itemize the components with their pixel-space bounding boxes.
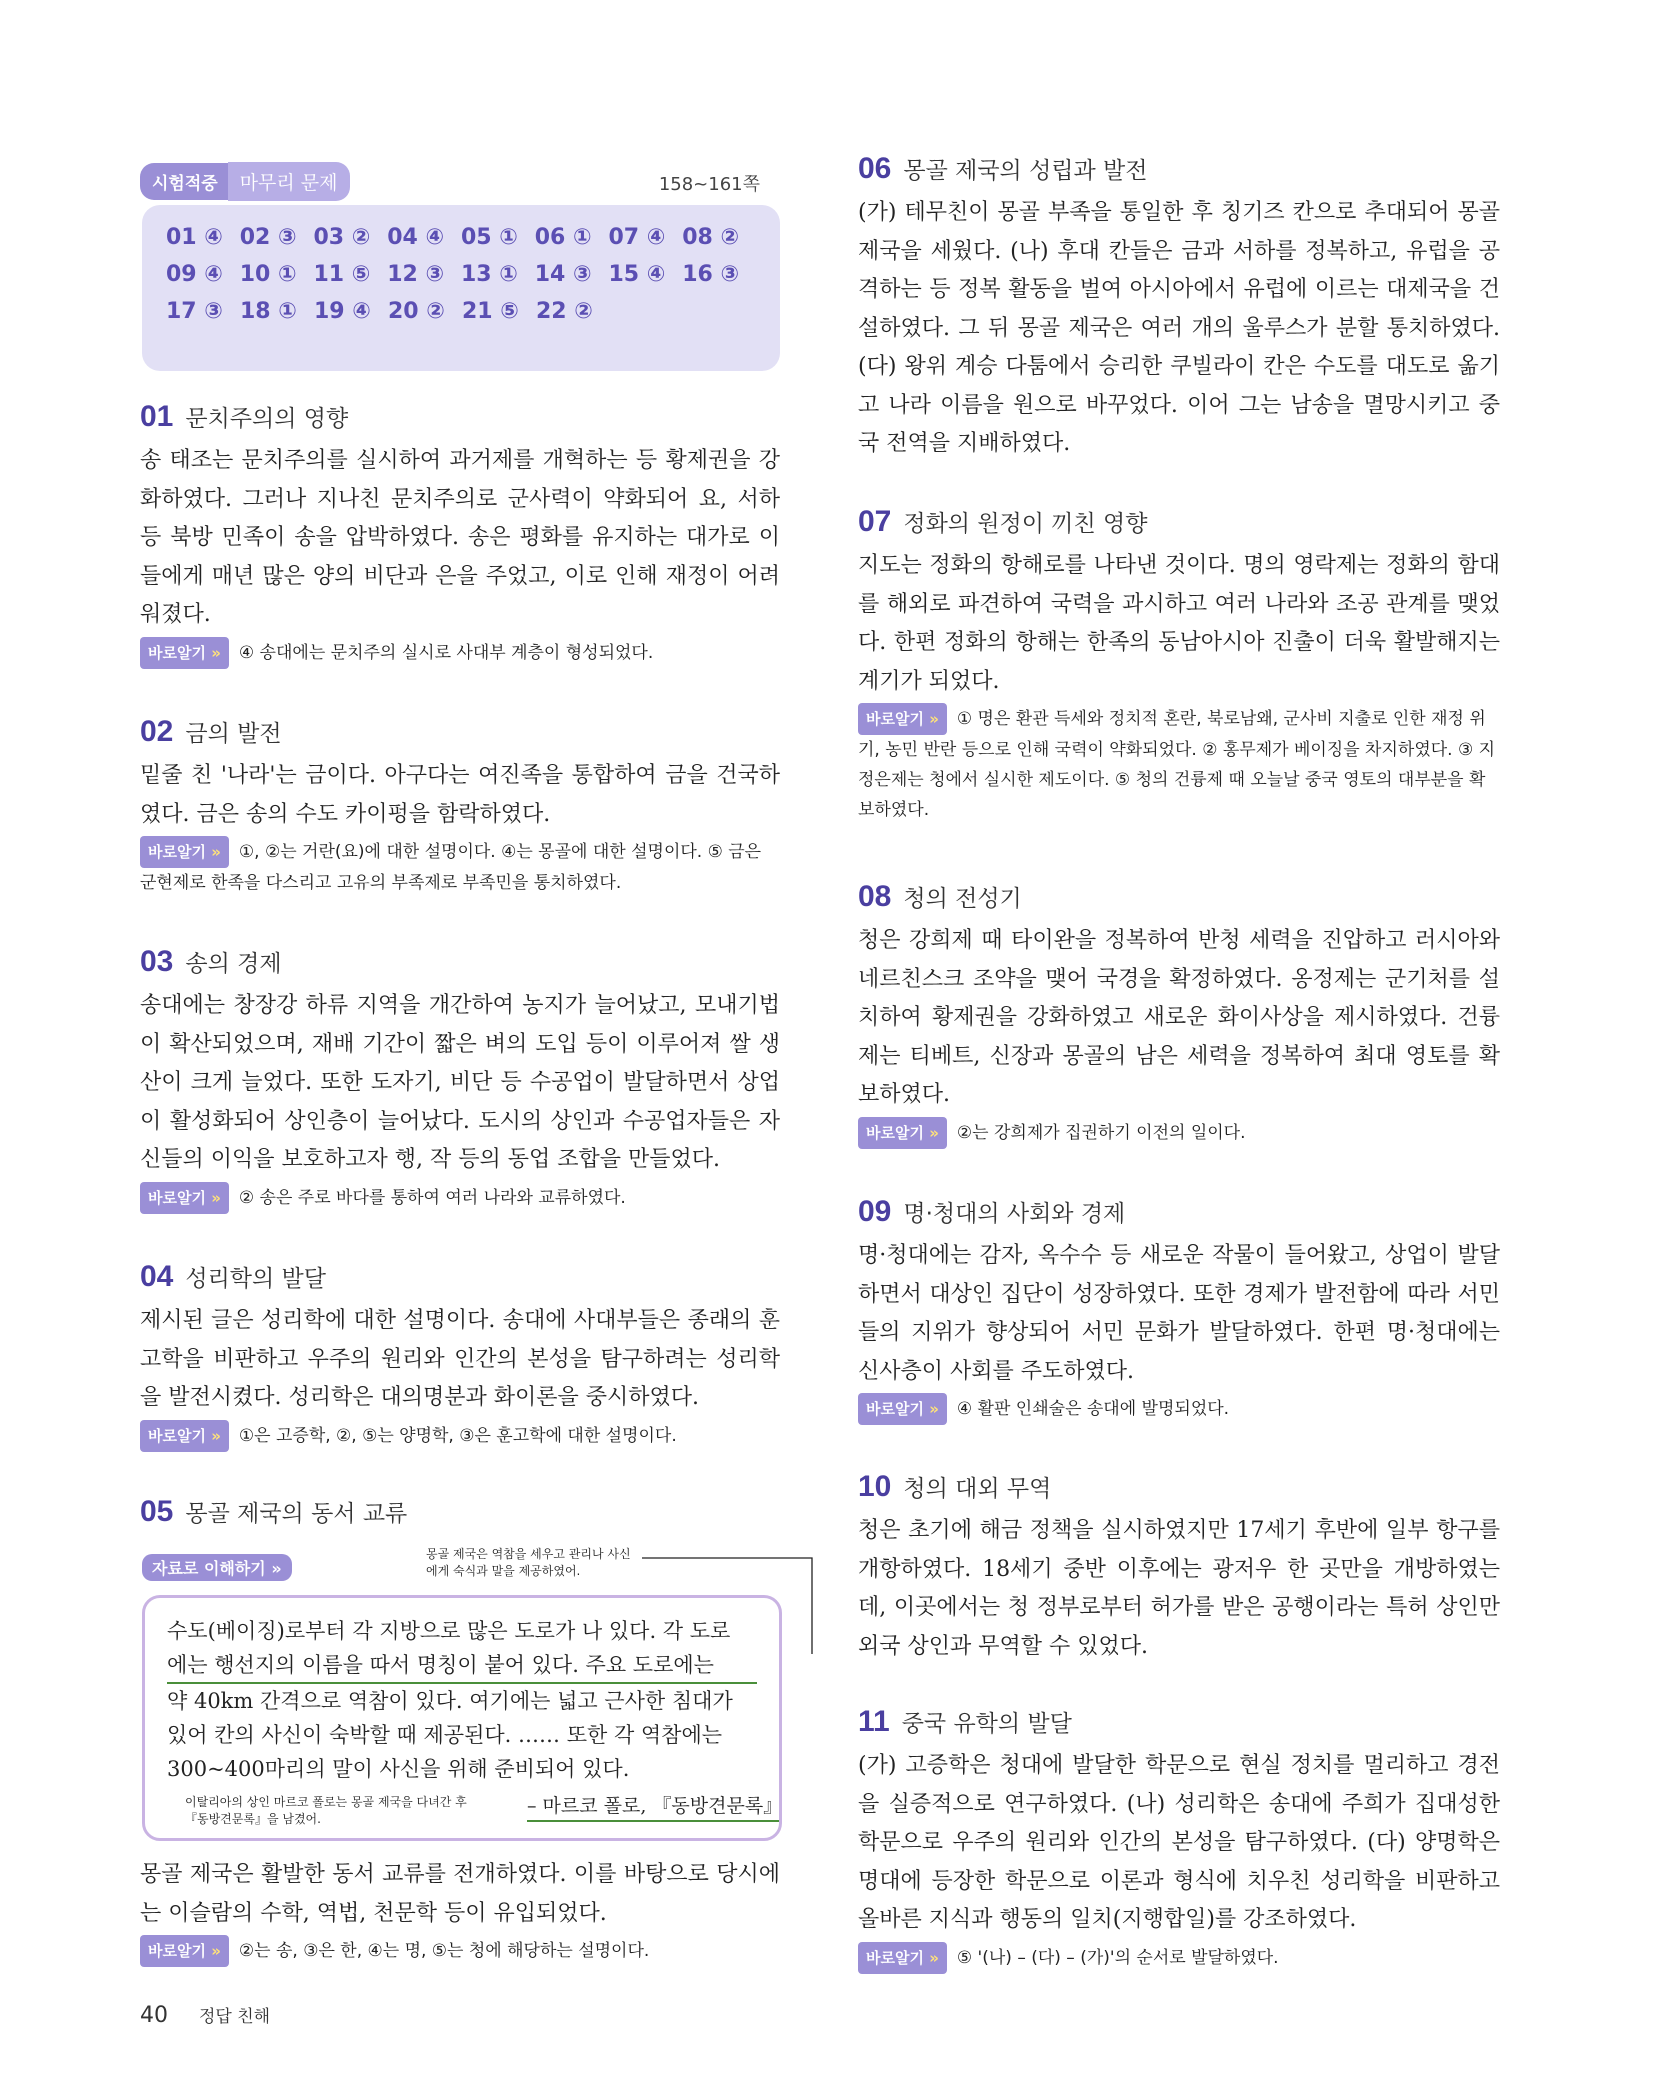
- section-number: 06: [858, 152, 892, 185]
- section-title: 송의 경제: [185, 951, 282, 977]
- section-11: [858, 1705, 1500, 1974]
- note-text: ④ 활판 인쇄술은 송대에 발명되었다.: [956, 1399, 1230, 1419]
- correction-note: [140, 637, 780, 669]
- note-tag: 바로알기 »: [140, 1420, 229, 1452]
- section-body: 청은 초기에 해금 정책을 실시하였지만 17세기 후반에 일부 항구를 개항하였다. 18세기 중반 이후에는 광저우 한 곳만을 개방하였는데, 이곳에서는 청 정부로부터 허가를 받은 공행이라는 특허 상인만 외국 상인과 무역할 수 있었다.: [858, 1518, 1500, 1659]
- section-heading: [858, 1195, 1500, 1229]
- correction-note: [858, 703, 1500, 825]
- section-title: 명·청대의 사회와 경제: [903, 1201, 1126, 1227]
- answer-row: [166, 299, 756, 324]
- section-number: 07: [858, 505, 892, 538]
- note-text: ④ 송대에는 문치주의 실시로 사대부 계층이 형성되었다.: [238, 642, 654, 663]
- source-tag-wrap: [142, 1554, 292, 1581]
- section-heading: [140, 715, 780, 749]
- note-text: ①은 고증학, ②, ⑤는 양명학, ③은 훈고학에 대한 설명이다.: [238, 1425, 677, 1446]
- answer-item: 18 ①: [240, 299, 297, 324]
- section-08: [858, 880, 1500, 1149]
- answer-item: 15 ④: [608, 262, 666, 287]
- section-02: [140, 715, 780, 898]
- answer-item: 01 ④: [166, 225, 223, 250]
- page-range: 158~161쪽: [658, 174, 760, 195]
- note-text: ② 송은 주로 바다를 통하여 여러 나라와 교류하였다.: [238, 1187, 626, 1208]
- answer-item: 02 ③: [239, 225, 297, 250]
- section-10: [858, 1470, 1500, 1666]
- section-title: 청의 대외 무역: [903, 1476, 1052, 1502]
- answer-item: 13 ①: [461, 262, 518, 287]
- answer-item: 06 ①: [534, 225, 592, 250]
- section-number: 03: [140, 945, 174, 978]
- annotation-top: 몽골 제국은 역참을 세우고 관리나 사신에게 숙식과 말을 제공하였어.: [426, 1547, 631, 1578]
- section-heading: [140, 1495, 780, 1529]
- source-line: 있어 칸의 사신이 숙박할 때 제공된다. …… 또한 각 역참에는: [167, 1723, 723, 1747]
- section-heading: [140, 1260, 780, 1294]
- page-footer: [140, 2002, 270, 2028]
- answer-row: [166, 262, 756, 287]
- section-title: 성리학의 발달: [185, 1266, 326, 1292]
- section-heading: [858, 1705, 1500, 1739]
- source-line: 에는 행선지의 이름을 따서 명칭이 붙어 있다. 주요 도로에는: [167, 1648, 757, 1684]
- section-number: 01: [140, 400, 174, 433]
- source-line: 300~400마리의 말이 사신을 위해 준비되어 있다.: [167, 1757, 630, 1781]
- answer-item: 04 ④: [387, 225, 445, 250]
- answer-item: 07 ④: [608, 225, 666, 250]
- correction-note: [140, 1935, 780, 1967]
- note-text: ⑤ '(나) – (다) – (가)'의 순서로 발달하였다.: [956, 1947, 1279, 1968]
- section-05-body: [140, 1856, 780, 1967]
- section-title: 문치주의의 영향: [185, 406, 349, 432]
- answer-item: 09 ④: [166, 262, 223, 287]
- section-number: 10: [858, 1470, 892, 1503]
- section-title: 몽골 제국의 성립과 발전: [903, 158, 1148, 184]
- section-title: 정화의 원정이 끼친 영향: [903, 511, 1148, 537]
- note-tag: 바로알기 »: [140, 637, 229, 669]
- answer-item: 22 ②: [536, 299, 593, 324]
- page-number: 40: [140, 2003, 168, 2028]
- answer-item: 05 ①: [461, 225, 518, 250]
- correction-note: [140, 1420, 780, 1452]
- section-body: 송대에는 창장강 하류 지역을 개간하여 농지가 늘어났고, 모내기법이 확산되었으며, 재배 기간이 짧은 벼의 도입 등이 이루어져 쌀 생산이 크게 늘었다. 또한 도자기, 비단 등 수공업이 발달하면서 상업이 활성화되어 상인층이 늘어났다. 도시의 상인과 수공업자들은 자신들의 이익을 보호하고자 행, 작 등의 동업 조합을 만들었다.: [140, 993, 780, 1172]
- answer-row: [166, 225, 756, 250]
- answer-item: 12 ③: [387, 262, 445, 287]
- answer-item: 16 ③: [682, 262, 740, 287]
- answer-item: 20 ②: [388, 299, 445, 324]
- note-tag: 바로알기 »: [858, 1393, 947, 1425]
- section-title: 몽골 제국의 동서 교류: [185, 1501, 408, 1527]
- section-05: [140, 1495, 780, 1537]
- section-number: 11: [858, 1705, 890, 1738]
- section-heading: [140, 945, 780, 979]
- section-01: [140, 400, 780, 669]
- section-09: [858, 1195, 1500, 1425]
- section-body: 청은 강희제 때 타이완을 정복하여 반청 세력을 진압하고 러시아와 네르친스크 조약을 맺어 국경을 확정하였다. 옹정제는 군기처를 설치하여 황제권을 강화하였고 새로운 화이사상을 제시하였다. 건륭제는 티베트, 신장과 몽골의 남은 세력을 정복하여 최대 영토를 확보하였다.: [858, 928, 1500, 1107]
- note-text: ②는 송, ③은 한, ④는 명, ⑤는 청에 해당하는 설명이다.: [238, 1941, 650, 1961]
- source-citation: – 마르코 폴로, 『동방견문록』: [527, 1792, 779, 1822]
- badge-strong: 시험적중: [140, 163, 228, 200]
- section-body: 제시된 글은 성리학에 대한 설명이다. 송대에 사대부들은 종래의 훈고학을 비판하고 우주의 원리와 인간의 본성을 탐구하려는 성리학을 발전시켰다. 성리학은 대의명분과 화이론을 중시하였다.: [140, 1308, 780, 1410]
- note-tag: 바로알기 »: [858, 1942, 947, 1974]
- correction-note: [140, 1182, 780, 1214]
- source-tag: 자료로 이해하기 »: [142, 1554, 292, 1581]
- section-body: (가) 고증학은 청대에 발달한 학문으로 현실 정치를 멀리하고 경전을 실증적으로 연구하였다. (나) 성리학은 송대에 주희가 집대성한 학문으로 우주의 원리와 인간의 본성을 탐구하였다. (다) 양명학은 명대에 등장한 학문으로 이론과 형식에 치우친 성리학을 비판하고 올바른 지식과 행동의 일치(지행합일)를 강조하였다.: [858, 1753, 1500, 1932]
- source-box: [142, 1595, 782, 1841]
- section-number: 04: [140, 1260, 174, 1293]
- section-number: 02: [140, 715, 174, 748]
- section-badge: [140, 162, 350, 201]
- source-text: [167, 1614, 757, 1786]
- section-title: 금의 발전: [185, 721, 282, 747]
- section-body: (가) 테무친이 몽골 부족을 통일한 후 칭기즈 칸으로 추대되어 몽골 제국을 세웠다. (나) 후대 칸들은 금과 서하를 정복하고, 유럽을 공격하는 등 정복 활동을 벌여 아시아에서 유럽에 이르는 대제국을 건설하였다. 그 뒤 몽골 제국은 여러 개의 울루스가 분할 통치하였다. (다) 왕위 계승 다툼에서 승리한 쿠빌라이 칸은 수도를 대도로 옮기고 나라 이름을 원으로 바꾸었다. 이어 그는 남송을 멸망시키고 중국 전역을 지배하였다.: [858, 200, 1500, 456]
- section-heading: [858, 880, 1500, 914]
- note-text: ①, ②는 거란(요)에 대한 설명이다. ④는 몽골에 대한 설명이다. ⑤ 금은 군현제로 한족을 다스리고 고유의 부족제로 부족민을 통치하였다.: [140, 842, 762, 893]
- answer-item: 11 ⑤: [313, 262, 371, 287]
- section-number: 08: [858, 880, 892, 913]
- section-heading: [858, 505, 1500, 539]
- note-tag: 바로알기 »: [140, 1935, 229, 1967]
- badge-title: 마무리 문제: [228, 162, 350, 201]
- section-body: 몽골 제국은 활발한 동서 교류를 전개하였다. 이를 바탕으로 당시에는 이슬람의 수학, 역법, 천문학 등이 유입되었다.: [140, 1862, 780, 1926]
- section-04: [140, 1260, 780, 1452]
- section-03: [140, 945, 780, 1214]
- section-body: 송 태조는 문치주의를 실시하여 과거제를 개혁하는 등 황제권을 강화하였다. 그러나 지나친 문치주의로 군사력이 약화되어 요, 서하 등 북방 민족이 송을 압박하였다. 송은 평화를 유지하는 대가로 이들에게 매년 많은 양의 비단과 은을 주었고, 이로 인해 재정이 어려워졌다.: [140, 448, 780, 627]
- answer-item: 10 ①: [239, 262, 297, 287]
- section-body: 밑줄 친 '나라'는 금이다. 아구다는 여진족을 통합하여 금을 건국하였다. 금은 송의 수도 카이펑을 함락하였다.: [140, 763, 780, 827]
- note-tag: 바로알기 »: [858, 1117, 947, 1149]
- correction-note: [858, 1942, 1500, 1974]
- note-text: ②는 강희제가 집권하기 이전의 일이다.: [956, 1122, 1246, 1143]
- note-tag: 바로알기 »: [140, 1182, 229, 1214]
- section-number: 09: [858, 1195, 892, 1228]
- source-line: 수도(베이징)로부터 각 지방으로 많은 도로가 나 있다. 각 도로: [167, 1619, 731, 1643]
- note-tag: 바로알기 »: [858, 703, 947, 735]
- footer-label: 정답 친해: [199, 2007, 271, 2027]
- answer-key-box: [142, 205, 780, 371]
- section-number: 05: [140, 1495, 174, 1528]
- section-07: [858, 505, 1500, 825]
- answer-item: 03 ②: [313, 225, 371, 250]
- section-heading: [858, 152, 1500, 186]
- section-title: 중국 유학의 발달: [901, 1711, 1072, 1737]
- annotation-bottom: 이탈리아의 상인 마르코 폴로는 몽골 제국을 다녀간 후 『동방견문록』을 남겼어.: [185, 1795, 467, 1826]
- answer-item: 14 ③: [534, 262, 592, 287]
- source-line: 약 40km 간격으로 역참이 있다. 여기에는 넓고 근사한 침대가: [167, 1689, 733, 1713]
- correction-note: [858, 1117, 1500, 1149]
- correction-note: [858, 1393, 1500, 1425]
- section-heading: [858, 1470, 1500, 1504]
- answer-item: 17 ③: [166, 299, 223, 324]
- section-title: 청의 전성기: [903, 886, 1022, 912]
- correction-note: [140, 836, 780, 898]
- section-heading: [140, 400, 780, 434]
- section-body: 지도는 정화의 항해로를 나타낸 것이다. 명의 영락제는 정화의 함대를 해외로 파견하여 국력을 과시하고 여러 나라와 조공 관계를 맺었다. 한편 정화의 항해는 한족의 동남아시아 진출이 더욱 활발해지는 계기가 되었다.: [858, 553, 1500, 694]
- note-text: ① 명은 환관 득세와 정치적 혼란, 북로남왜, 군사비 지출로 인한 재정 위기, 농민 반란 등으로 인해 국력이 약화되었다. ② 홍무제가 베이징을 차지하였다. ③ 지정은제는 청에서 실시한 제도이다. ⑤ 청의 건륭제 때 오늘날 중국 영토의 대부분을 확보하였다.: [858, 709, 1496, 820]
- section-06: [858, 152, 1500, 464]
- section-body: 명·청대에는 감자, 옥수수 등 새로운 작물이 들어왔고, 상업이 발달하면서 대상인 집단이 성장하였다. 또한 경제가 발전함에 따라 서민들의 지위가 향상되어 서민 문화가 발달하였다. 한편 명·청대에는 신사층이 사회를 주도하였다.: [858, 1243, 1500, 1384]
- note-tag: 바로알기 »: [140, 836, 229, 868]
- answer-item: 08 ②: [682, 225, 740, 250]
- answer-item: 21 ⑤: [462, 299, 519, 324]
- answer-item: 19 ④: [314, 299, 371, 324]
